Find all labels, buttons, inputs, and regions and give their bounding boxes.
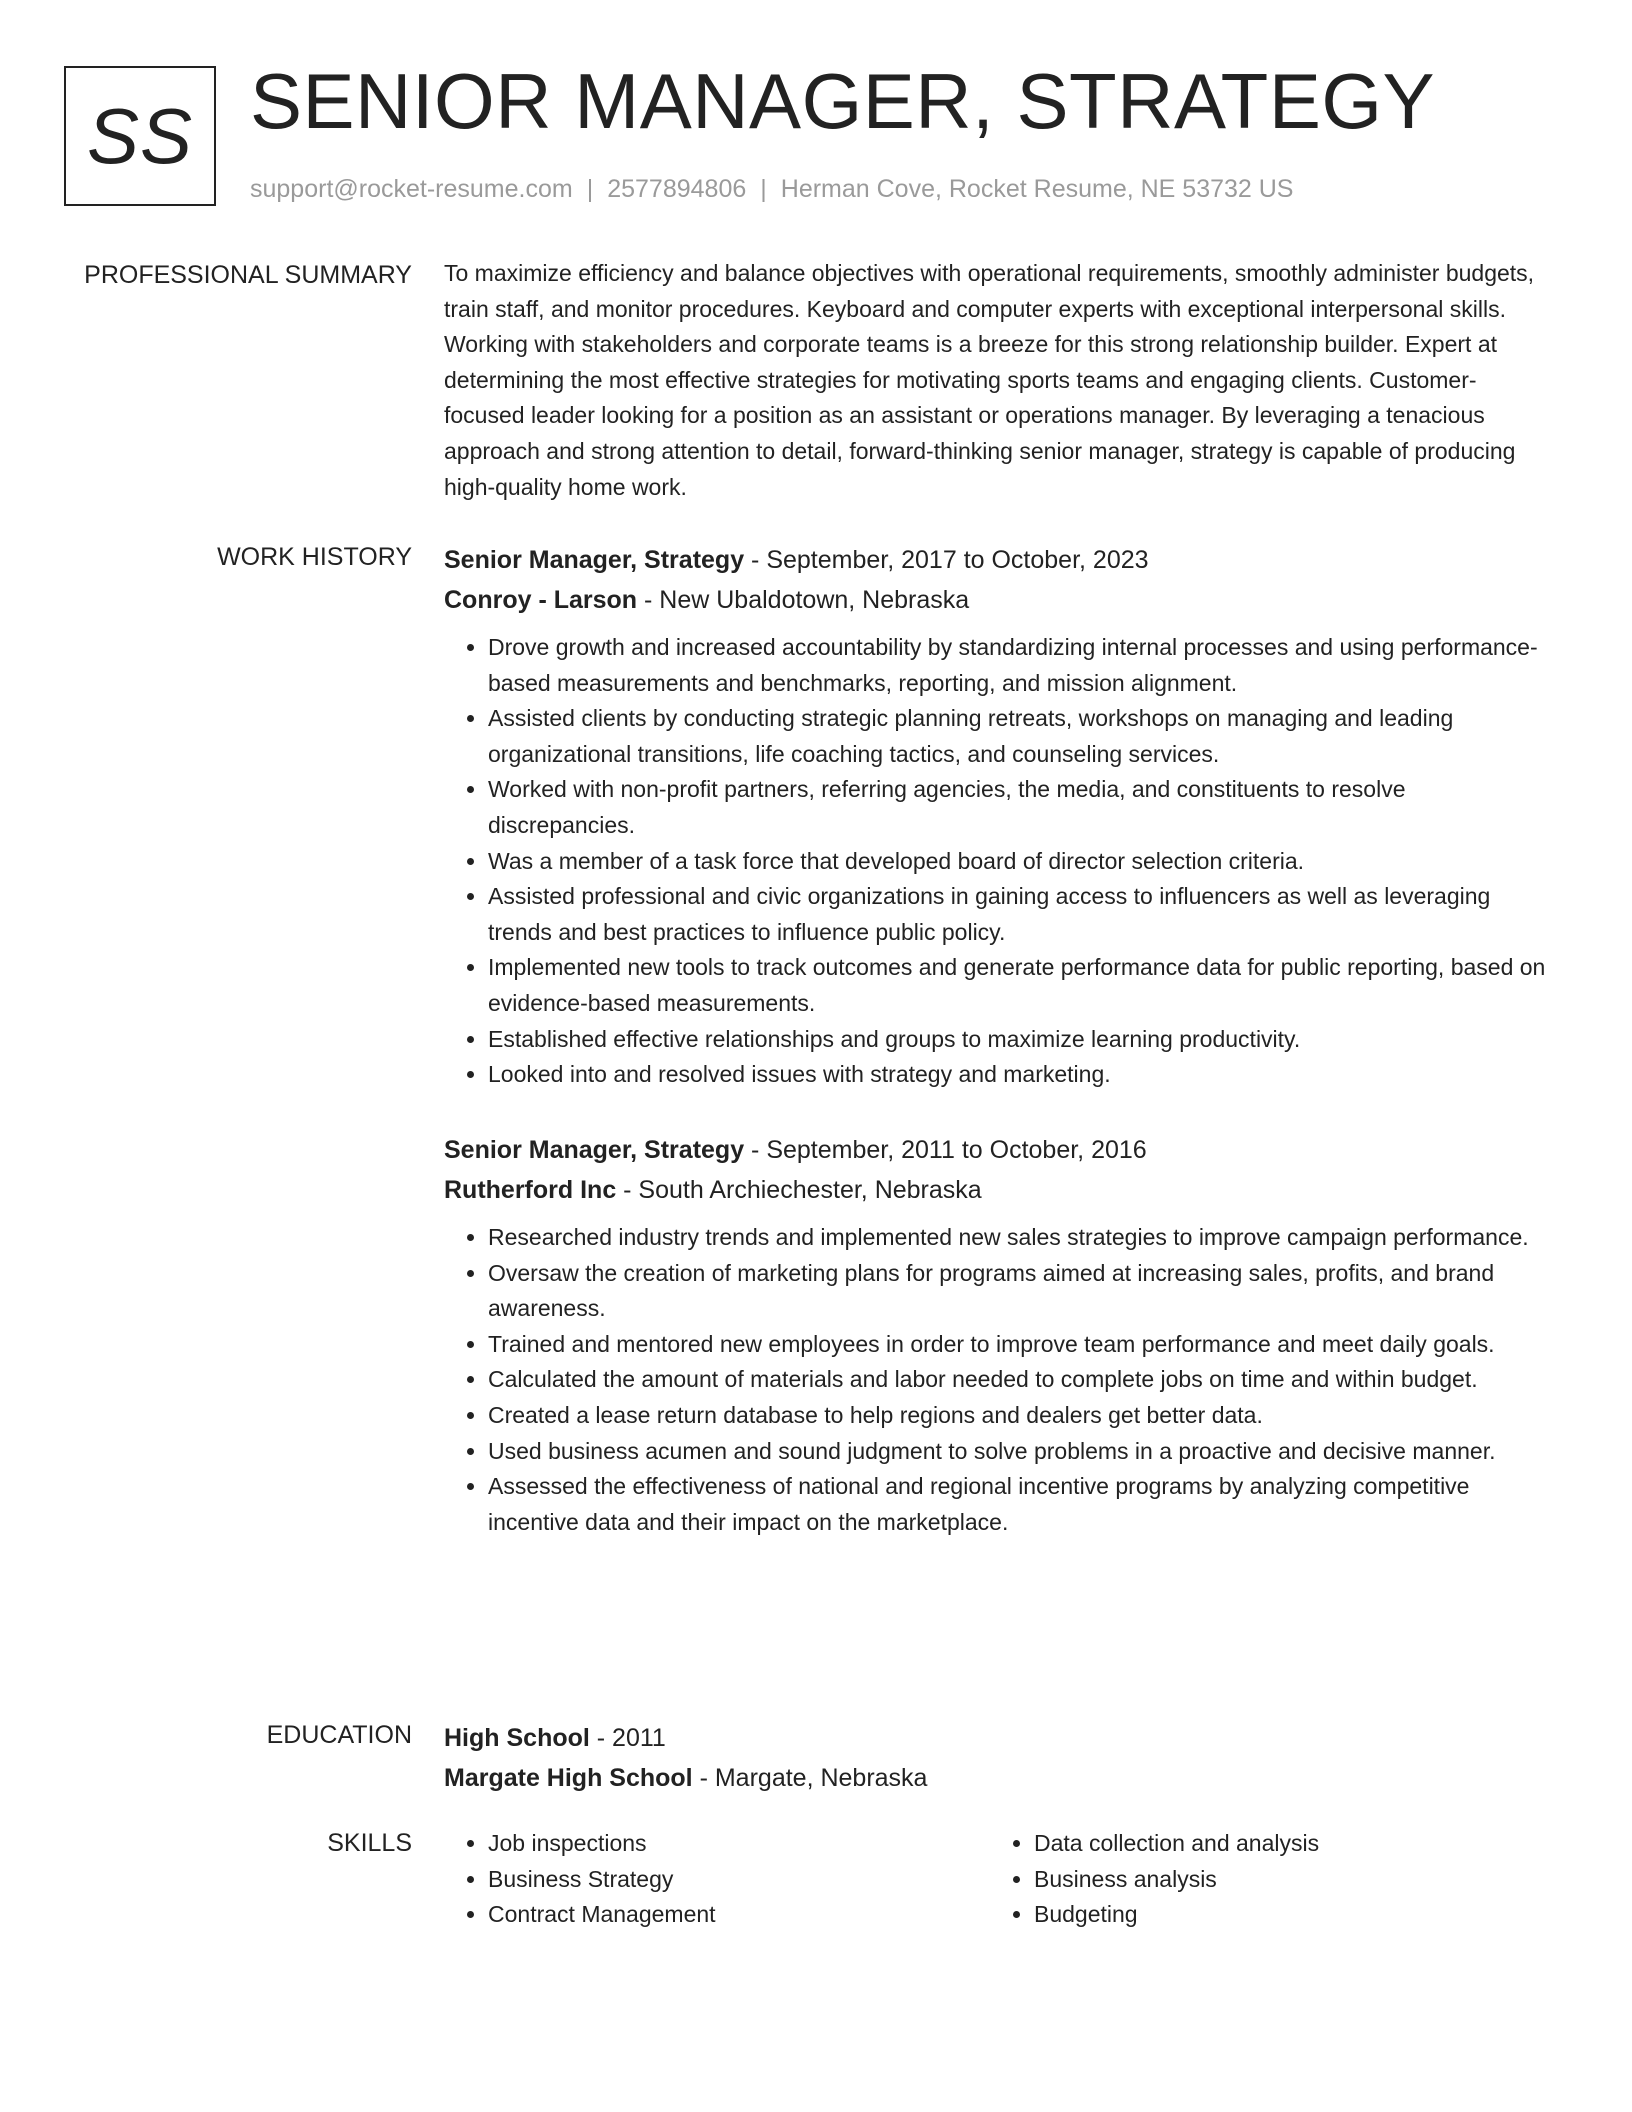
education-school-line [444,1758,1554,1798]
education-degree-line [444,1718,1554,1758]
skills-list [444,1826,990,1933]
job-location: - South Archiechester, Nebraska [616,1176,982,1204]
skill-item: • Data collection and analysis [1034,1826,1536,1862]
skills-column-left [444,1826,990,1933]
education-year: - 2011 [589,1724,666,1752]
job-dates: - September, 2011 to October, 2016 [744,1136,1147,1164]
education-degree: High School [444,1724,590,1752]
job-bullet: • Worked with non-profit partners, referring agencies, the media, and constituents to resolve discrepancies. [488,772,1554,843]
job-bullet: • Created a lease return database to help regions and dealers get better data. [488,1398,1554,1434]
skills-list [990,1826,1536,1933]
job-company-line [444,1170,1554,1210]
contact-phone[interactable]: 2577894806 [607,175,747,203]
skills-body [444,1826,1554,1933]
contact-separator: | [586,175,594,203]
job-title-line [444,1130,1554,1170]
job-bullet: • Implemented new tools to track outcomes and generate performance data for public reporting, based on evidence-based measurements. [488,950,1554,1021]
job-bullet: • Was a member of a task force that developed board of director selection criteria. [488,844,1554,880]
job-bullet: • Drove growth and increased accountability by standardizing internal processes and using performance-based measurements and benchmarks, reporting, and mission alignment. [488,630,1554,701]
work-history-body-2 [444,1130,1554,1540]
job-title-line [444,540,1554,580]
job-entry [444,540,1554,1093]
job-location: - New Ubaldotown, Nebraska [637,586,970,614]
job-bullet: • Researched industry trends and implemented new sales strategies to improve campaign performance. [488,1220,1554,1256]
skills-grid [444,1826,1554,1933]
job-bullet: • Assisted clients by conducting strategic planning retreats, workshops on managing and leading organizational transitions, life coaching tactics, and counseling services. [488,701,1554,772]
job-title: Senior Manager, Strategy [444,546,745,574]
job-bullet: • Oversaw the creation of marketing plans for programs aimed at increasing sales, profits, and brand awareness. [488,1256,1554,1327]
job-company: Rutherford Inc [444,1176,617,1204]
education-school: Margate High School [444,1764,693,1792]
work-history-body [444,540,1554,1093]
job-bullets [444,630,1554,1093]
skill-item: • Budgeting [1034,1897,1536,1933]
contact-email[interactable]: support@rocket-resume.com [250,175,573,203]
skill-item: • Contract Management [488,1897,990,1933]
contact-separator: | [760,175,767,203]
job-bullet: • Assisted professional and civic organizations in gaining access to influencers as well as leveraging trends and best practices to influence public policy. [488,879,1554,950]
section-label-education: EDUCATION [266,1721,412,1749]
skill-item: • Business analysis [1034,1862,1536,1898]
job-bullet: • Trained and mentored new employees in order to improve team performance and meet daily goals. [488,1327,1554,1363]
section-label-skills: SKILLS [327,1829,412,1857]
job-entry [444,1130,1554,1540]
contact-line [250,174,1294,204]
job-bullet: • Assessed the effectiveness of national and regional incentive programs by analyzing competitive incentive data and their impact on the marketplace. [488,1469,1554,1540]
job-company-line [444,580,1554,620]
job-company: Conroy - Larson [444,586,638,614]
job-title: Senior Manager, Strategy [444,1136,745,1164]
job-bullet: • Established effective relationships and groups to maximize learning productivity. [488,1022,1554,1058]
job-bullets [444,1220,1554,1540]
skills-column-right [990,1826,1536,1933]
skill-item: • Business Strategy [488,1862,990,1898]
education-body [444,1718,1554,1798]
skill-item: • Job inspections [488,1826,990,1862]
section-label-summary: PROFESSIONAL SUMMARY [84,261,412,289]
job-bullet: • Looked into and resolved issues with strategy and marketing. [488,1057,1554,1093]
summary-body [444,256,1554,505]
resume-title: SENIOR MANAGER, STRATEGY [250,57,1436,145]
job-bullet: • Used business acumen and sound judgment to solve problems in a proactive and decisive manner. [488,1434,1554,1470]
contact-address: Herman Cove, Rocket Resume, NE 53732 US [780,175,1294,203]
education-location: - Margate, Nebraska [692,1764,928,1792]
summary-text: To maximize efficiency and balance objectives with operational requirements, smoothly administer budgets, train staff, and monitor procedures. Keyboard and computer experts with exceptional interpersonal skills. Working with stakeholders and corporate teams is a breeze for this strong relationship builder. Expert at determining the most effective strategies for motivating sports teams and engaging clients. Customer-focused leader looking for a position as an assistant or operations manager. By leveraging a tenacious approach and strong attention to detail, forward-thinking senior manager, strategy is capable of producing high-quality home work. [444,260,1535,500]
monogram-logo: SS [64,66,216,206]
job-dates: - September, 2017 to October, 2023 [744,546,1149,574]
job-bullet: • Calculated the amount of materials and labor needed to complete jobs on time and within budget. [488,1362,1554,1398]
section-label-work-history: WORK HISTORY [217,543,412,571]
